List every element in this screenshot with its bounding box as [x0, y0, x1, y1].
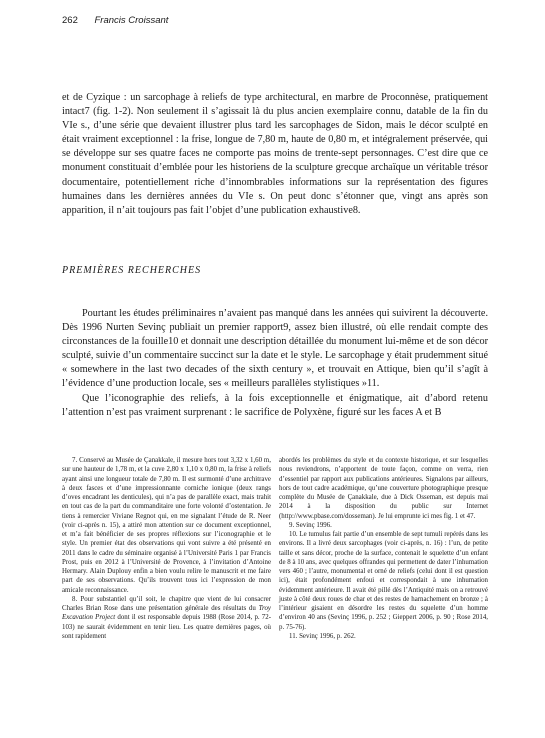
- footnote-7: 7. Conservé au Musée de Çanakkale, il mesure hors tout 3,32 x 1,60 m, sur une hauteur de 1,78 m, et la cuve 2,80 x 1,10 x 0,80 m, la frise à reliefs ayant ainsi une longueur totale de 7,80 m. Il est surmonté d’une architrave à deux fasces et d’une impressionnante corniche ionique (deux rangs d’oves encadrant les denticules), qui n’a pas de parallèle exact, mais trahit en tout cas de la part du commanditaire une forte volonté d’ostentation. Je tiens à remercier Viviane Regnot qui, en me signalant l’étude de R. Neer (voir ci-après n. 15), a attiré mon attention sur ce document exceptionnel, et m’a fait bénéficier de ses propres réflexions sur l’iconographie et le style. Un premier état des observations qui vont suivre a été présenté en 2011 dans le cadre du séminaire organisé à l’Université Paris 1 par Francis Prost, puis en 2012 à l’Université de Provence, à l’invitation d’Antoine Hermary. Alain Duplouy enfin a bien voulu relire le manuscrit et me faire part de ses observations. Qu’ils trouvent tous ici l’expression de mon amicale reconnaissance.: [62, 457, 271, 594]
- paragraph-2: Pourtant les études préliminaires n’avaient pas manqué dans les années qui suivirent la découverte. Dès 1996 Nurten Sevinç publiait un premier rapport9, assez bien illustré, où elle rendait compte des circonstances de la fouille10 et donnait une description détaillée du monument lui-même et de son décor sculpté, suivie d’un commentaire succinct sur la date et le style. Le sarcophage y était prudemment situé « somewhere in the last two decades of the sixth century », et trouvait en Attique, bien qu’il s’agît à l’évidence d’une production locale, ses « meilleurs parallèles stylistiques »11.: [62, 308, 488, 390]
- page-number: 262: [62, 15, 78, 26]
- footnote-8-end: dont il est responsable depuis 1988 (Rose 2014, p. 72-103) ne saurait évidemment en tenir lieu. Les quatre dernières pages, où sont rapidement: [62, 614, 271, 640]
- running-head: [62, 15, 168, 26]
- footnote-9: 9. Sevinç 1996.: [289, 521, 332, 529]
- footnotes-left-column: [62, 456, 271, 641]
- section-heading: PREMIÈRES RECHERCHES: [62, 265, 202, 276]
- footnote-8-title: Troy Excavation Project: [62, 605, 271, 622]
- footnote-8-start: 8. Pour substantiel qu’il soit, le chapitre que vient de lui consacrer Charles Brian Rose dans une présentation générale des résultats du: [62, 595, 271, 612]
- footnotes: [62, 456, 488, 641]
- body-text-top: [62, 91, 488, 218]
- footnote-8: [62, 595, 271, 641]
- footnote-10: 10. Le tumulus fait partie d’un ensemble de sept tumuli repérés dans les environs. Il a livré deux sarcophages (voir ci-après, n. 16) : l’un, de petite taille et sans décor, proche de la surface, contenait le squelette d’un enfant de 8 à 10 ans, avec quelques offrandes qui permettent de dater l’inhumation vers 460 ; l’autre, monumental et orné de reliefs (celui dont il est question ici), était profondément enfoui et correspondait à une inhumation évidemment antérieure. Il avait été pillé dès l’Antiquité mais on a retrouvé juste à côté deux roues de char et des restes de harnachement en bronze ; à l’intérieur gisaient en désordre les restes du squelette d’un homme d’environ 40 ans (Sevinç 1996, p. 252 ; Gieppert 2006, p. 90 ; Rose 2014, p. 75-76).: [279, 531, 488, 631]
- footnote-11: 11. Sevinç 1996, p. 262.: [289, 632, 356, 640]
- paragraph-1: et de Cyzique : un sarcophage à reliefs de type architectural, en marbre de Proconnèse, pratiquement intact7 (fig. 1-2). Non seulement il s’agissait là du plus ancien exemplaire connu, datable de la fin du VIe s., d’une série que devaient illustrer plus tard les sarcophages de Sidon, mais le décor sculpté en était vraiment exceptionnel : la frise, longue de 7,80 m, haute de 0,80 m, et intégralement préservée, qui se développe sur ses quatre faces ne comporte pas moins de trente-sept personnages. C’est dire que ce monument constituait d’emblée pour les historiens de la sculpture grecque archaïque un véritable trésor documentaire, potentiellement riche d’innombrables informations sur la représentation des figures humaines dans les dernières années du VIe s. On peut donc s’étonner que, vingt ans après son apparition, il n’ait toujours pas fait l’objet d’une publication exhaustive8.: [62, 92, 488, 216]
- paragraph-3: Que l’iconographie des reliefs, à la fois exceptionnelle et énigmatique, ait d’abord retenu l’attention n’est pas vraiment surprenant : le sacrifice de Polyxène, figuré sur les faces A et B: [62, 392, 488, 418]
- body-text-section: [62, 307, 488, 420]
- footnote-8-continued: abordés les problèmes du style et du contexte historique, et sur lesquelles nous reviendrons, n’apportent de toute façon, comme on verra, rien d’essentiel par rapport aux publications antérieures. Signalons par ailleurs, hors de tout cadre académique, qu’une couverture photographique presque complète du Musée de Çanakkale, due à Dick Osseman, est depuis mai 2014 à la disposition du public sur Internet (http://www.pbase.com/dosseman). Je lui emprunte ici mes fig. 1 et 47.: [279, 457, 488, 520]
- running-head-author: Francis Croissant: [94, 15, 169, 26]
- footnotes-right-column: [279, 456, 488, 641]
